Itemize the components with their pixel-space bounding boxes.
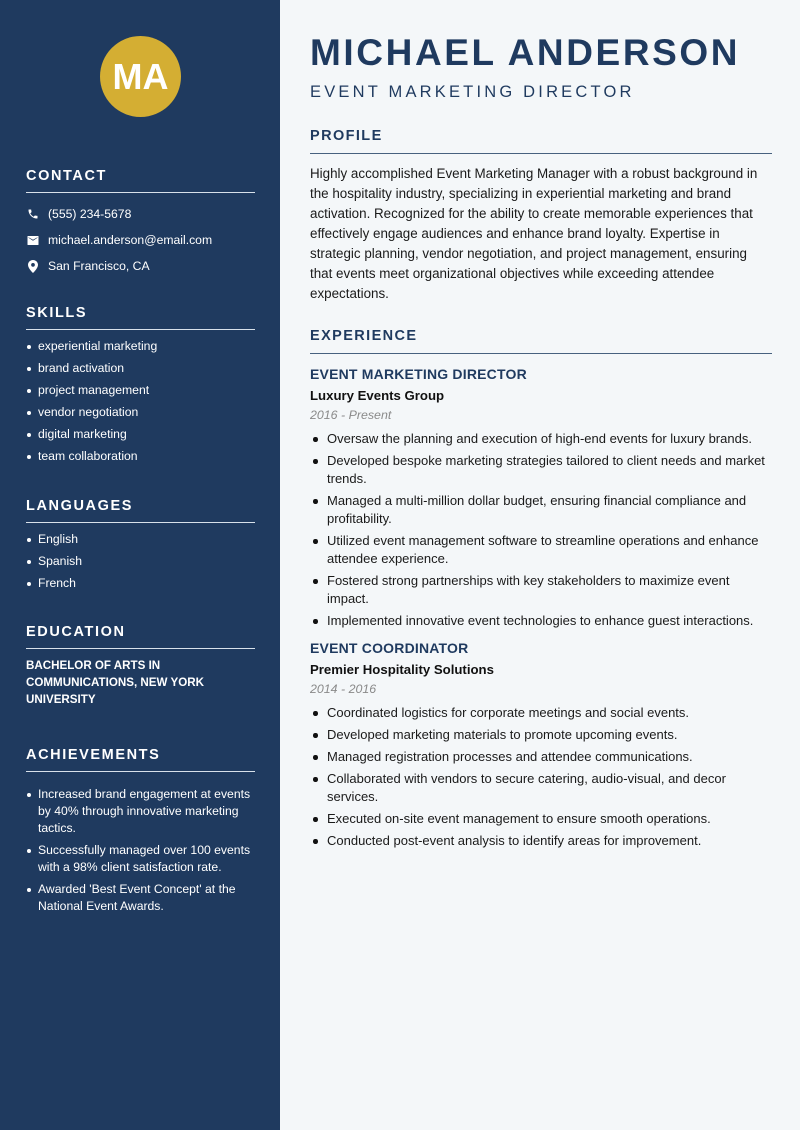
job-bullets — [310, 704, 772, 850]
job-bullet: Managed registration processes and attendee communications. — [310, 748, 772, 766]
achievement-item: Increased brand engagement at events by 40% through innovative marketing tactics. — [26, 786, 255, 837]
location-pin-icon — [26, 260, 39, 273]
job-bullet: Utilized event management software to streamline operations and enhance attendee experience. — [310, 532, 772, 568]
contact-location — [26, 259, 255, 273]
languages-list — [26, 531, 255, 592]
sidebar — [0, 0, 280, 1130]
experience-heading: EXPERIENCE — [310, 328, 772, 354]
contact-phone — [26, 207, 255, 221]
job-bullet: Developed marketing materials to promote upcoming events. — [310, 726, 772, 744]
achievement-item: Successfully managed over 100 events with a 98% client satisfaction rate. — [26, 842, 255, 876]
skills-list — [26, 338, 255, 465]
job-dates: 2016 - Present — [310, 408, 392, 422]
achievements-list — [26, 786, 255, 915]
job-bullet: Collaborated with vendors to secure catering, audio-visual, and decor services. — [310, 770, 772, 806]
contact-email — [26, 233, 255, 247]
job-bullet: Oversaw the planning and execution of high-end events for luxury brands. — [310, 430, 772, 448]
job-bullet: Conducted post-event analysis to identify areas for improvement. — [310, 832, 772, 850]
email-text: michael.anderson@email.com — [48, 233, 213, 247]
skill-item: experiential marketing — [26, 338, 255, 355]
skill-item: digital marketing — [26, 426, 255, 443]
language-item: Spanish — [26, 553, 255, 570]
language-item: English — [26, 531, 255, 548]
experience-section — [310, 328, 772, 854]
profile-section — [310, 128, 772, 304]
location-text: San Francisco, CA — [48, 259, 150, 273]
language-item: French — [26, 575, 255, 592]
job-bullet: Developed bespoke marketing strategies tailored to client needs and market trends. — [310, 452, 772, 488]
skill-item: vendor negotiation — [26, 404, 255, 421]
achievement-item: Awarded 'Best Event Concept' at the National Event Awards. — [26, 881, 255, 915]
skills-heading: SKILLS — [26, 305, 255, 330]
job-bullet: Managed a multi-million dollar budget, ensuring financial compliance and profitability. — [310, 492, 772, 528]
job-bullet: Coordinated logistics for corporate meetings and social events. — [310, 704, 772, 722]
job-bullet: Fostered strong partnerships with key stakeholders to maximize event impact. — [310, 572, 772, 608]
email-icon — [26, 234, 39, 247]
job-title: EVENT COORDINATOR — [310, 640, 469, 656]
skill-item: brand activation — [26, 360, 255, 377]
achievements-heading: ACHIEVEMENTS — [26, 747, 255, 772]
education-heading: EDUCATION — [26, 624, 255, 649]
job-company: Luxury Events Group — [310, 388, 445, 403]
education-degree: BACHELOR OF ARTS IN COMMUNICATIONS, NEW YORK UNIVERSITY — [26, 659, 204, 706]
achievements-section — [26, 747, 255, 920]
jobs-list — [310, 366, 772, 850]
candidate-name: MICHAEL ANDERSON — [310, 32, 741, 73]
job-entry — [310, 640, 772, 850]
profile-text: Highly accomplished Event Marketing Manager with a robust background in the hospitality industry, specializing in experiential marketing and brand activation. Recognized for the ability to create memorable experiences that effectively engage audiences and enhance brand loyalty. Expertise in strategic planning, vendor negotiation, and project management, ensuring that events meet organizational objectives while exceeding attendee expectations. — [310, 166, 758, 301]
skill-item: project management — [26, 382, 255, 399]
job-bullets — [310, 430, 772, 630]
contact-heading: CONTACT — [26, 168, 255, 193]
phone-icon — [26, 208, 39, 221]
profile-heading: PROFILE — [310, 128, 772, 154]
job-dates: 2014 - 2016 — [310, 682, 377, 696]
skill-item: team collaboration — [26, 448, 255, 465]
avatar: MA — [100, 36, 181, 117]
job-bullet: Implemented innovative event technologies to enhance guest interactions. — [310, 612, 772, 630]
job-bullet: Executed on-site event management to ensure smooth operations. — [310, 810, 772, 828]
languages-heading: LANGUAGES — [26, 498, 255, 523]
phone-text: (555) 234-5678 — [48, 207, 132, 221]
candidate-title: EVENT MARKETING DIRECTOR — [310, 83, 635, 101]
education-section — [26, 624, 255, 708]
skills-section — [26, 305, 255, 470]
job-company: Premier Hospitality Solutions — [310, 662, 494, 677]
job-entry — [310, 366, 772, 630]
contact-section — [26, 168, 255, 273]
job-title: EVENT MARKETING DIRECTOR — [310, 366, 527, 382]
languages-section — [26, 498, 255, 597]
